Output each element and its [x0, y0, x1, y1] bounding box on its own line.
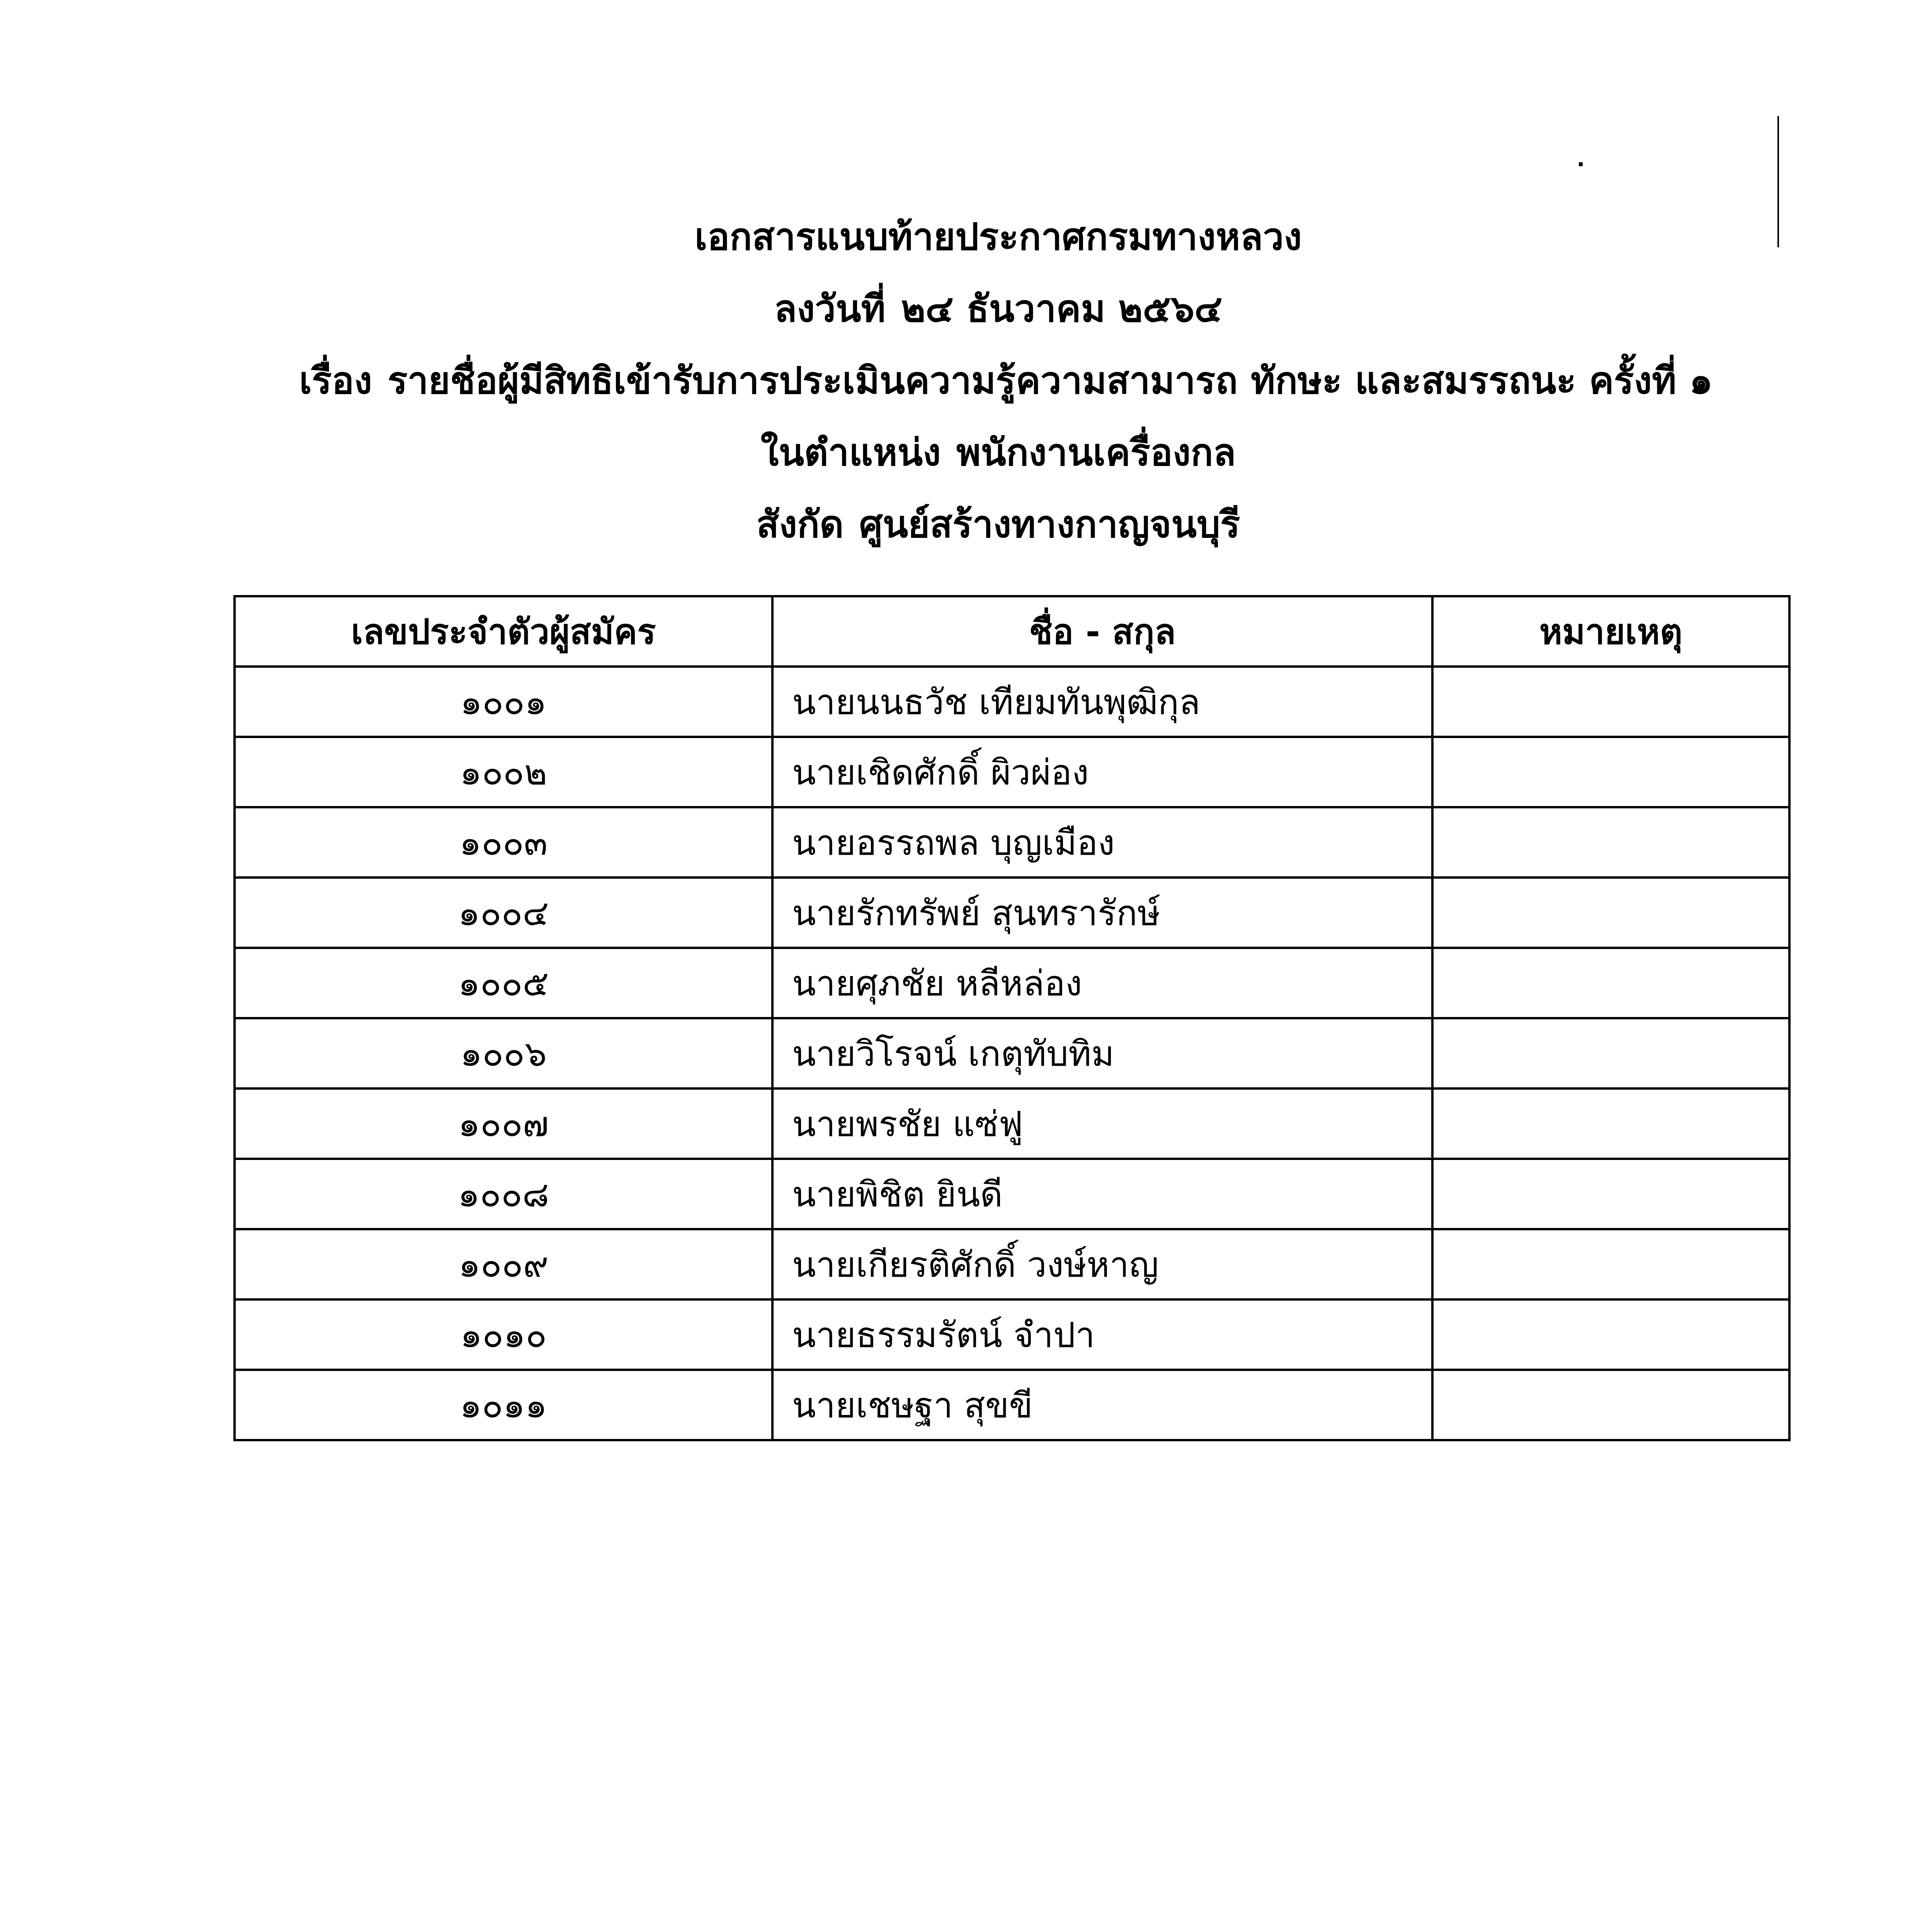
candidate-note — [1432, 878, 1789, 948]
candidate-note — [1432, 737, 1789, 807]
table-row — [235, 1159, 1789, 1229]
candidate-name: นายธรรมรัตน์ จำปา — [772, 1299, 1432, 1370]
table-row — [235, 737, 1789, 807]
candidate-note — [1432, 1088, 1789, 1159]
candidate-note — [1432, 807, 1789, 878]
candidate-note — [1432, 667, 1789, 737]
table-row — [235, 1018, 1789, 1088]
candidate-id: ๑๐๐๔ — [235, 878, 772, 948]
candidate-name: นายรักทรัพย์ สุนทรารักษ์ — [772, 878, 1432, 948]
candidate-note — [1432, 1159, 1789, 1229]
candidate-table — [233, 595, 1791, 1441]
header-date: ลงวันที่ ๒๔ ธันวาคม ๒๕๖๔ — [774, 287, 1223, 330]
table-row — [235, 1088, 1789, 1159]
column-header-name: ชื่อ - สกุล — [772, 596, 1432, 667]
candidate-id: ๑๐๐๗ — [235, 1088, 772, 1159]
candidate-name: นายพิชิต ยินดี — [772, 1159, 1432, 1229]
candidate-name: นายเชษฐา สุขขี — [772, 1370, 1432, 1440]
header-affiliation: สังกัด ศูนย์สร้างทางกาญจนบุรี — [756, 503, 1240, 546]
candidate-note — [1432, 948, 1789, 1018]
scan-artifact — [1579, 162, 1583, 166]
table-row — [235, 878, 1789, 948]
candidate-id: ๑๐๑๑ — [235, 1370, 772, 1440]
candidate-id: ๑๐๐๖ — [235, 1018, 772, 1088]
candidate-note — [1432, 1299, 1789, 1370]
table-row — [235, 1299, 1789, 1370]
column-header-id: เลขประจำตัวผู้สมัคร — [235, 596, 772, 667]
header-subject: เรื่อง รายชื่อผู้มีสิทธิเข้ารับการประเมินความรู้ความสามารถ ทักษะ และสมรรถนะ ครั้งที่ ๑ — [299, 359, 1713, 402]
table-header-row — [235, 596, 1789, 667]
candidate-id: ๑๐๐๓ — [235, 807, 772, 878]
header-title: เอกสารแนบท้ายประกาศกรมทางหลวง — [694, 215, 1302, 259]
candidate-note — [1432, 1370, 1789, 1440]
scan-artifact — [1777, 116, 1779, 247]
candidate-name: นายอรรถพล บุญเมือง — [772, 807, 1432, 878]
candidate-name: นายวิโรจน์ เกตุทับทิม — [772, 1018, 1432, 1088]
candidate-id: ๑๐๑๐ — [235, 1299, 772, 1370]
candidate-id: ๑๐๐๑ — [235, 667, 772, 737]
candidate-id: ๑๐๐๘ — [235, 1159, 772, 1229]
candidate-name: นายนนธวัช เทียมทันพุฒิกุล — [772, 667, 1432, 737]
table-row — [235, 1229, 1789, 1299]
header-position: ในตำแหน่ง พนักงานเครื่องกล — [760, 431, 1236, 474]
column-header-note: หมายเหตุ — [1432, 596, 1789, 667]
candidate-id: ๑๐๐๒ — [235, 737, 772, 807]
candidate-note — [1432, 1229, 1789, 1299]
table-row — [235, 667, 1789, 737]
candidate-name: นายเชิดศักดิ์ ผิวผ่อง — [772, 737, 1432, 807]
table-row — [235, 948, 1789, 1018]
candidate-id: ๑๐๐๙ — [235, 1229, 772, 1299]
table-row — [235, 807, 1789, 878]
document-header — [0, 201, 1932, 560]
candidate-id: ๑๐๐๕ — [235, 948, 772, 1018]
candidate-name: นายพรชัย แซ่ฟู — [772, 1088, 1432, 1159]
candidate-name: นายศุภชัย หลีหล่อง — [772, 948, 1432, 1018]
candidate-name: นายเกียรติศักดิ์ วงษ์หาญ — [772, 1229, 1432, 1299]
candidate-note — [1432, 1018, 1789, 1088]
table-row — [235, 1370, 1789, 1440]
